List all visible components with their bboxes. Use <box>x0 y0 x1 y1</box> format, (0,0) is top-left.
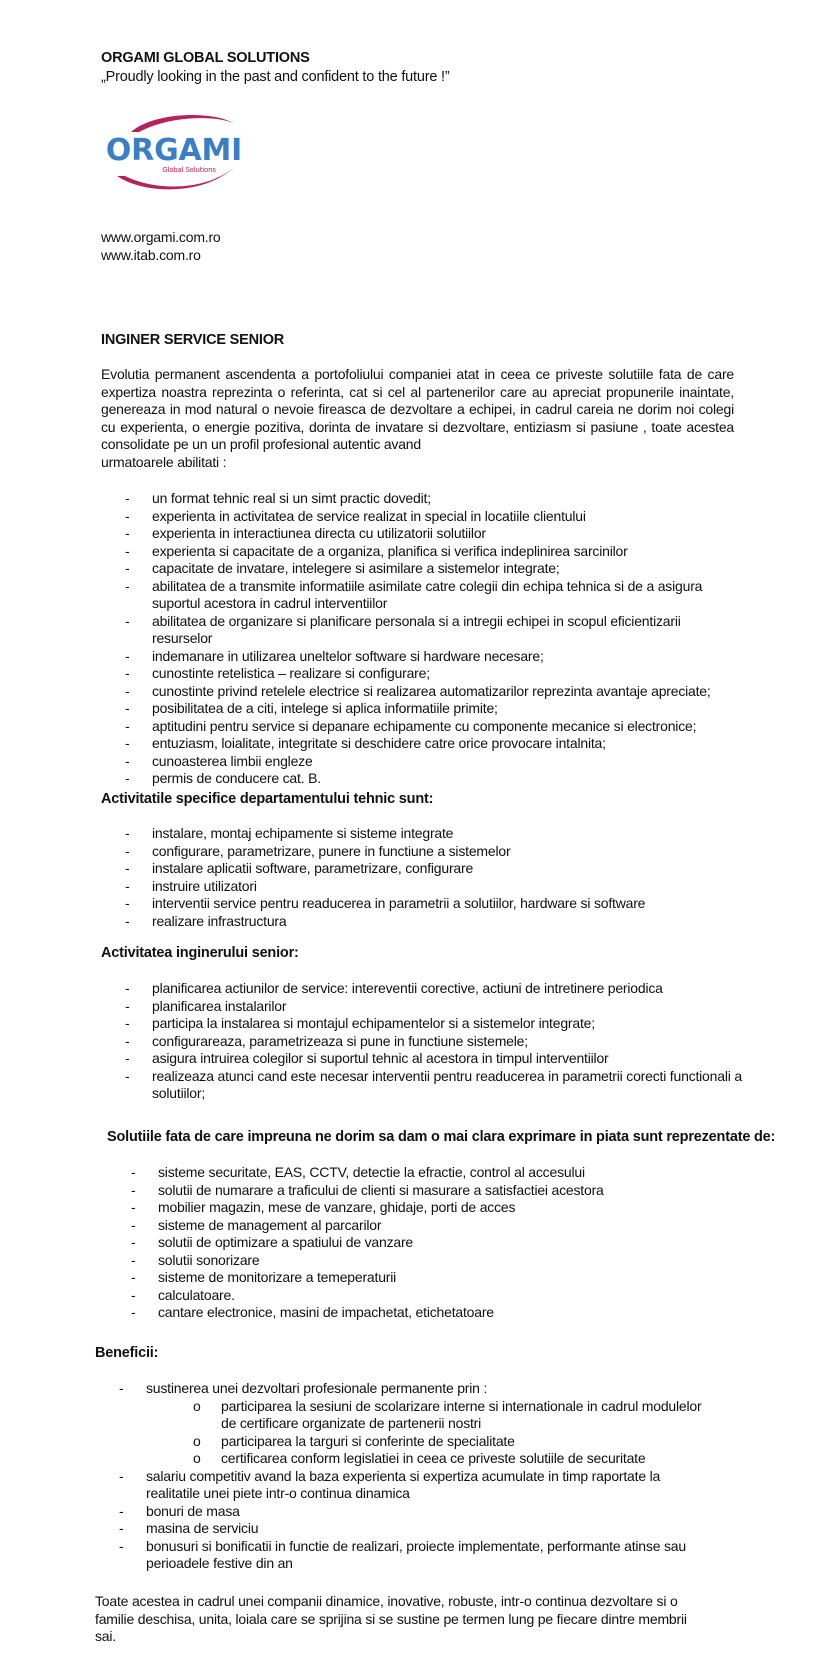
bullet: - <box>125 490 130 506</box>
bullet: - <box>125 717 130 734</box>
benefits-more <box>95 1468 715 1573</box>
bullet: - <box>125 980 130 996</box>
list-item: - planificarea instalarilor <box>125 997 287 1014</box>
list-item: - solutii sonorizare <box>131 1251 260 1268</box>
bullet: - <box>125 507 130 524</box>
bullet: - <box>125 665 130 681</box>
bullet: - <box>125 877 130 894</box>
bullet: - <box>119 1502 124 1519</box>
bullet: - <box>125 1067 130 1084</box>
list-item: - interventii service pentru readucerea in parametrii a solutiilor, hardware si software <box>125 895 646 911</box>
benefits-main <box>95 1380 735 1398</box>
list-item: - configurare, parametrizare, punere in functiune a sistemelor <box>125 842 511 859</box>
list-item: - realizeaza atunci cand este necesar interventii pentru readucerea in parametrii corecti functionali a solutiilor; <box>125 1067 742 1101</box>
company-name: ORGAMI GLOBAL SOLUTIONS <box>101 50 310 66</box>
list-item: - configurareaza, parametrizeaza si pune in functiune sistemele; <box>125 1032 528 1049</box>
logo-wordmark: ORGAMI <box>105 133 243 168</box>
bullet: - <box>125 525 130 541</box>
benefits-sub-list <box>169 1398 714 1468</box>
list-item: - experienta in activitatea de service realizat in special in locatiile clientului <box>125 507 586 524</box>
bullet: - <box>131 1304 136 1320</box>
bullet: - <box>119 1520 124 1536</box>
bullet: - <box>125 997 130 1014</box>
bullet: - <box>131 1269 136 1285</box>
bullet: - <box>125 700 130 716</box>
bullet: - <box>125 770 130 786</box>
logo-subtext: Global Solutions <box>162 166 216 174</box>
bullet: - <box>125 542 130 559</box>
bullet: - <box>119 1380 124 1396</box>
list-item: o participarea la sesiuni de scolarizare interne si internationale in cadrul modulelor de certificare organizate de partenerii nostri <box>193 1397 702 1431</box>
benefits-list <box>95 1380 735 1573</box>
list-item: - experienta si capacitate de a organiza, planifica si verifica indeplinirea sarcinilor <box>125 542 628 559</box>
list-item: - cantare electronice, masini de impachetat, etichetatoare <box>131 1304 494 1320</box>
list-item: - capacitate de invatare, intelegere si asimilare a sistemelor integrate; <box>125 560 560 576</box>
list-item: - sisteme de monitorizare a temeperaturii <box>131 1269 397 1285</box>
list-item: - aptitudini pentru service si depanare echipamente cu componente mecanice si electronice; <box>125 717 697 734</box>
bullet: - <box>131 1164 136 1180</box>
bullet: - <box>131 1181 136 1198</box>
list-item: - bonusuri si bonificatii in functie de realizari, proiecte implementate, performante atinse sau perioadele festive din an <box>119 1537 686 1571</box>
list-item: - instruire utilizatori <box>125 877 257 894</box>
bullet: o <box>193 1397 201 1414</box>
solutions-list <box>107 1164 747 1322</box>
list-item: - experienta in interactiunea directa cu utilizatorii solutiilor <box>125 525 486 541</box>
bullet: - <box>131 1216 136 1233</box>
list-item: - asigura intruirea colegilor si suportul tehnic al acestora in timpul interventiilor <box>125 1050 609 1066</box>
list-item: - instalare aplicatii software, parametrizare, configurare <box>125 860 474 876</box>
dept-heading: Activitatile specifice departamentului tehnic sunt: <box>101 791 434 807</box>
bullet: - <box>131 1286 136 1303</box>
bullet: - <box>125 842 130 859</box>
bullet: - <box>125 1015 130 1031</box>
bullet: - <box>119 1537 124 1554</box>
list-item: - cunostinte retelistica – realizare si configurare; <box>125 665 430 681</box>
list-item: - indemanare in utilizarea uneltelor software si hardware necesare; <box>125 647 544 664</box>
list-item: - permis de conducere cat. B. <box>125 770 321 786</box>
skills-list <box>101 490 741 788</box>
bullet: - <box>125 825 130 841</box>
bullet: o <box>193 1450 201 1466</box>
list-item: - calculatoare. <box>131 1286 235 1303</box>
list-item: - mobilier magazin, mese de vanzare, ghidaje, porti de acces <box>131 1199 516 1215</box>
bullet: - <box>125 560 130 576</box>
list-item: - abilitatea de organizare si planificare personala si a intregii echipei in scopul eficientizarii resurselor <box>125 612 681 646</box>
list-item: - sisteme de management al parcarilor <box>131 1216 382 1233</box>
list-item: - planificarea actiunilor de service: intereventii corective, actiuni de intretinere periodica <box>125 980 663 996</box>
list-item: - solutii de numarare a traficului de clienti si masurare a satisfactiei acestora <box>131 1181 604 1198</box>
closing-paragraph: Toate acestea in cadrul unei companii dinamice, inovative, robuste, intr-o continua dezvoltare si o familie deschisa, unita, loiala care se sprijina si se sustine pe termen lung pe fiecare dintre membrii sai. <box>95 1593 687 1644</box>
bullet: - <box>125 1032 130 1049</box>
bullet: - <box>125 682 130 699</box>
bullet: - <box>131 1199 136 1215</box>
list-item: - solutii de optimizare a spatiului de vanzare <box>131 1234 414 1250</box>
company-tagline: „Proudly looking in the past and confident to the future !” <box>101 69 450 85</box>
bullet: - <box>125 752 130 769</box>
bullet: - <box>125 895 130 911</box>
dept-list <box>101 825 741 930</box>
bullet: - <box>131 1234 136 1250</box>
benefits-heading: Beneficii: <box>95 1345 159 1361</box>
website-link-itab[interactable]: www.itab.com.ro <box>101 247 201 263</box>
list-item: - masina de serviciu <box>119 1520 259 1536</box>
bullet: - <box>125 1050 130 1066</box>
website-link-orgami[interactable]: www.orgami.com.ro <box>101 229 221 245</box>
list-item: - instalare, montaj echipamente si sisteme integrate <box>125 825 454 841</box>
senior-list <box>101 980 741 1103</box>
solutions-heading: Solutiile fata de care impreuna ne dorim sa dam o mai clara exprimare in piata sunt reprezentate de: <box>107 1129 776 1145</box>
list-item: - cunostinte privind retelele electrice si realizarea automatizarilor reprezinta avantaje apreciate; <box>125 682 711 699</box>
list-item: - bonuri de masa <box>119 1502 240 1519</box>
bullet: - <box>125 912 130 929</box>
bullet: - <box>125 577 130 594</box>
list-item: - sustinerea unei dezvoltari profesionale permanente prin : <box>119 1380 488 1396</box>
bullet: - <box>125 735 130 751</box>
list-item: - posibilitatea de a citi, intelege si aplica informatiile primite; <box>125 700 498 716</box>
bullet: - <box>125 612 130 629</box>
bullet: - <box>125 647 130 664</box>
list-item: - abilitatea de a transmite informatiile asimilate catre colegii din echipa tehnica si de a asigura suportul acestora in cadrul interventiilor <box>125 577 703 611</box>
list-item: - cunoasterea limbii engleze <box>125 752 313 769</box>
bullet: - <box>119 1467 124 1484</box>
bullet: - <box>131 1251 136 1268</box>
senior-heading: Activitatea inginerului senior: <box>101 945 299 961</box>
list-item: - salariu competitiv avand la baza experienta si expertiza acumulate in timp raportate la realitatile unei piete intr-o continua dinamica <box>119 1467 661 1501</box>
list-item: - entuziasm, loialitate, integritate si deschidere catre orice provocare intalnita; <box>125 735 606 751</box>
bullet: o <box>193 1432 201 1449</box>
intro-paragraph: Evolutia permanent ascendenta a portofoliului companiei atat in ceea ce priveste solutiile fata de care expertiza noastra reprezinta o referinta, cat si cel al partenerilor care au apreciat propunerile inaintate, genereaza in mod natural o nevoie fireasca de dezvoltare a echipei, in cadrul careia ne dorim noi colegi cu experienta, o energie pozitiva, dorinta de invatare si dezvoltare, entiziasm si pasiune , toate acestea consolidate pe un un profil profesional autentic avand <box>101 366 734 452</box>
logo-swoosh-top <box>131 115 235 132</box>
list-item: o certificarea conform legislatiei in ceea ce priveste solutiile de securitate <box>193 1450 646 1466</box>
list-item: - participa la instalarea si montajul echipamentelor si a sistemelor integrate; <box>125 1015 595 1031</box>
job-title: INGINER SERVICE SENIOR <box>101 332 285 348</box>
list-item: - realizare infrastructura <box>125 912 287 929</box>
bullet: - <box>125 860 130 876</box>
list-item: - un format tehnic real si un simt practic dovedit; <box>125 490 431 506</box>
list-item: o participarea la targuri si conferinte de specialitate <box>193 1432 515 1449</box>
intro-tail: urmatoarele abilitati : <box>101 454 227 470</box>
list-item: - sisteme securitate, EAS, CCTV, detectie la efractie, control al accesului <box>131 1164 585 1180</box>
orgami-logo <box>103 110 245 196</box>
